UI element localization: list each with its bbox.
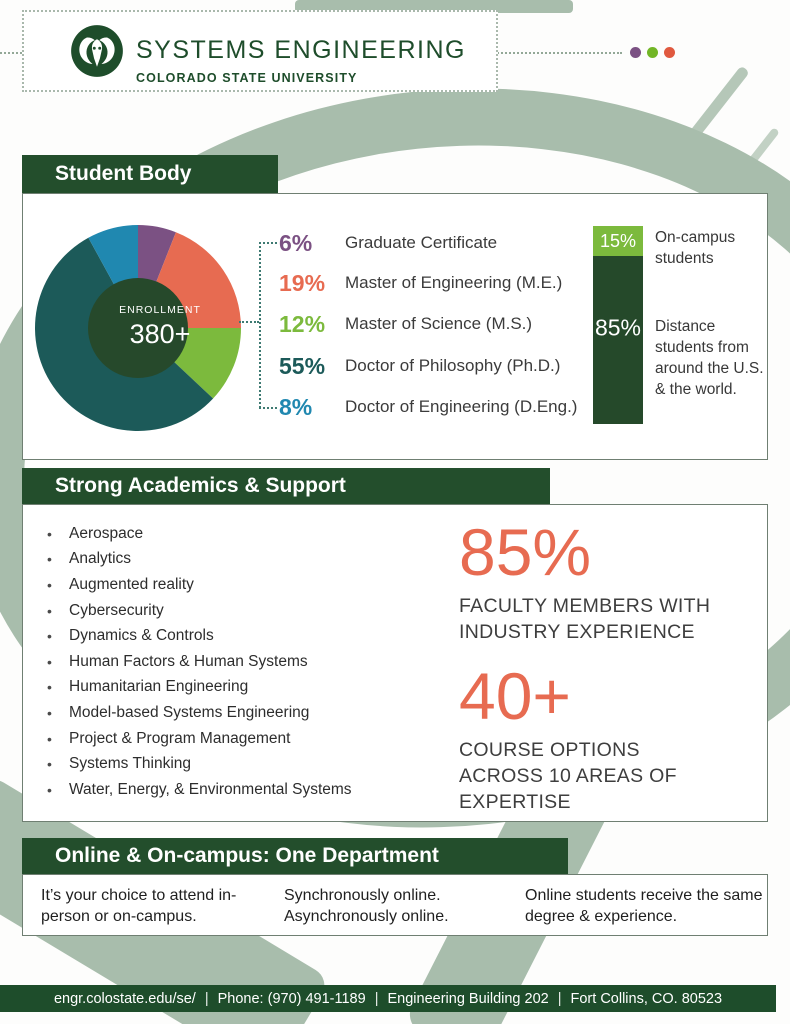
legend-label: Graduate Certificate	[345, 233, 498, 252]
footer-contact-bar	[0, 985, 776, 1012]
accent-dot	[647, 47, 658, 58]
legend-percent: 19%	[279, 269, 326, 296]
focus-areas-list	[45, 521, 425, 803]
section-header-online	[22, 838, 568, 874]
stat-label: FACULTY MEMBERS WITH INDUSTRY EXPERIENCE	[459, 595, 711, 643]
footer-separator: |	[374, 990, 379, 1007]
accent-dot	[630, 47, 641, 58]
brand-title: SYSTEMS ENGINEERING	[136, 36, 466, 64]
section-title: Online & On-campus: One Department	[55, 844, 439, 867]
stat-value: 85%	[459, 515, 592, 589]
focus-area-item: • Water, Energy, & Environmental Systems	[45, 777, 425, 803]
student-body-panel	[22, 193, 768, 460]
stat-value: 40+	[459, 659, 571, 733]
bar-segment-distance	[593, 256, 643, 424]
focus-area-item: • Aerospace	[45, 521, 425, 547]
accent-dots	[630, 47, 675, 58]
footer-item: Engineering Building 202	[387, 990, 549, 1007]
focus-area-item: • Human Factors & Human Systems	[45, 649, 425, 675]
section-title: Strong Academics & Support	[55, 474, 346, 497]
stat-faculty	[459, 515, 749, 645]
online-column-degree: Online students receive the same degree & experience.	[525, 887, 763, 925]
bar-label-distance: Distance students from around the U.S. & the world.	[655, 318, 764, 398]
stat-courses	[459, 659, 749, 815]
bar-label-on-campus: On-campus students	[655, 229, 736, 267]
dotted-connector	[259, 242, 277, 244]
campus-distance-bar-chart	[593, 226, 643, 424]
focus-area-item: • Analytics	[45, 547, 425, 573]
header-brand-box	[22, 10, 498, 92]
bar-segment-percent: 15%	[599, 231, 637, 251]
footer-separator: |	[204, 990, 209, 1007]
enrollment-donut-chart	[33, 223, 243, 433]
focus-area-item: • Model-based Systems Engineering	[45, 700, 425, 726]
footer-item: engr.colostate.edu/se/	[53, 990, 196, 1007]
online-panel	[22, 874, 768, 936]
online-column-sync: Synchronously online. Asynchronously online.	[284, 887, 449, 925]
legend-label: Doctor of Engineering (D.Eng.)	[345, 397, 578, 416]
footer-separator: |	[557, 990, 562, 1007]
focus-area-item: • Augmented reality	[45, 572, 425, 598]
stat-label: COURSE OPTIONS ACROSS 10 AREAS OF EXPERTISE	[459, 739, 677, 813]
section-header-academics	[22, 468, 550, 504]
focus-area-item: • Humanitarian Engineering	[45, 675, 425, 701]
dotted-connector-right	[494, 52, 622, 54]
bar-segment-on-campus	[593, 226, 643, 256]
legend-percent: 12%	[279, 310, 326, 337]
footer-item: Phone: (970) 491-1189	[217, 990, 366, 1007]
online-column-choice: It’s your choice to attend in-person or on-campus.	[41, 887, 237, 925]
focus-area-item: • Project & Program Management	[45, 726, 425, 752]
dotted-connector	[259, 407, 277, 409]
focus-area-item: • Systems Thinking	[45, 751, 425, 777]
section-header-student-body	[22, 155, 278, 193]
legend-label: Doctor of Philosophy (Ph.D.)	[345, 356, 561, 375]
legend-percent: 55%	[279, 352, 326, 379]
focus-area-item: • Dynamics & Controls	[45, 623, 425, 649]
footer-item: Fort Collins, CO. 80523	[570, 990, 723, 1007]
csu-ram-logo	[70, 24, 124, 78]
bar-segment-percent: 85%	[594, 314, 642, 341]
legend-label: Master of Engineering (M.E.)	[345, 273, 563, 292]
legend-percent: 6%	[279, 229, 313, 256]
dotted-connector-left	[0, 52, 22, 54]
dotted-connector	[239, 321, 259, 323]
focus-area-item: • Cybersecurity	[45, 598, 425, 624]
dotted-connector	[259, 242, 261, 408]
legend-row	[279, 266, 749, 300]
brand-subtitle: COLORADO STATE UNIVERSITY	[136, 71, 358, 85]
legend-label: Master of Science (M.S.)	[345, 314, 533, 333]
academics-panel	[22, 504, 768, 822]
accent-dot	[664, 47, 675, 58]
section-title: Student Body	[55, 162, 192, 185]
enrollment-label: ENROLLMENT	[119, 304, 201, 316]
enrollment-value: 380+	[129, 319, 191, 349]
legend-percent: 8%	[279, 393, 313, 420]
donut-center-circle	[88, 278, 188, 378]
